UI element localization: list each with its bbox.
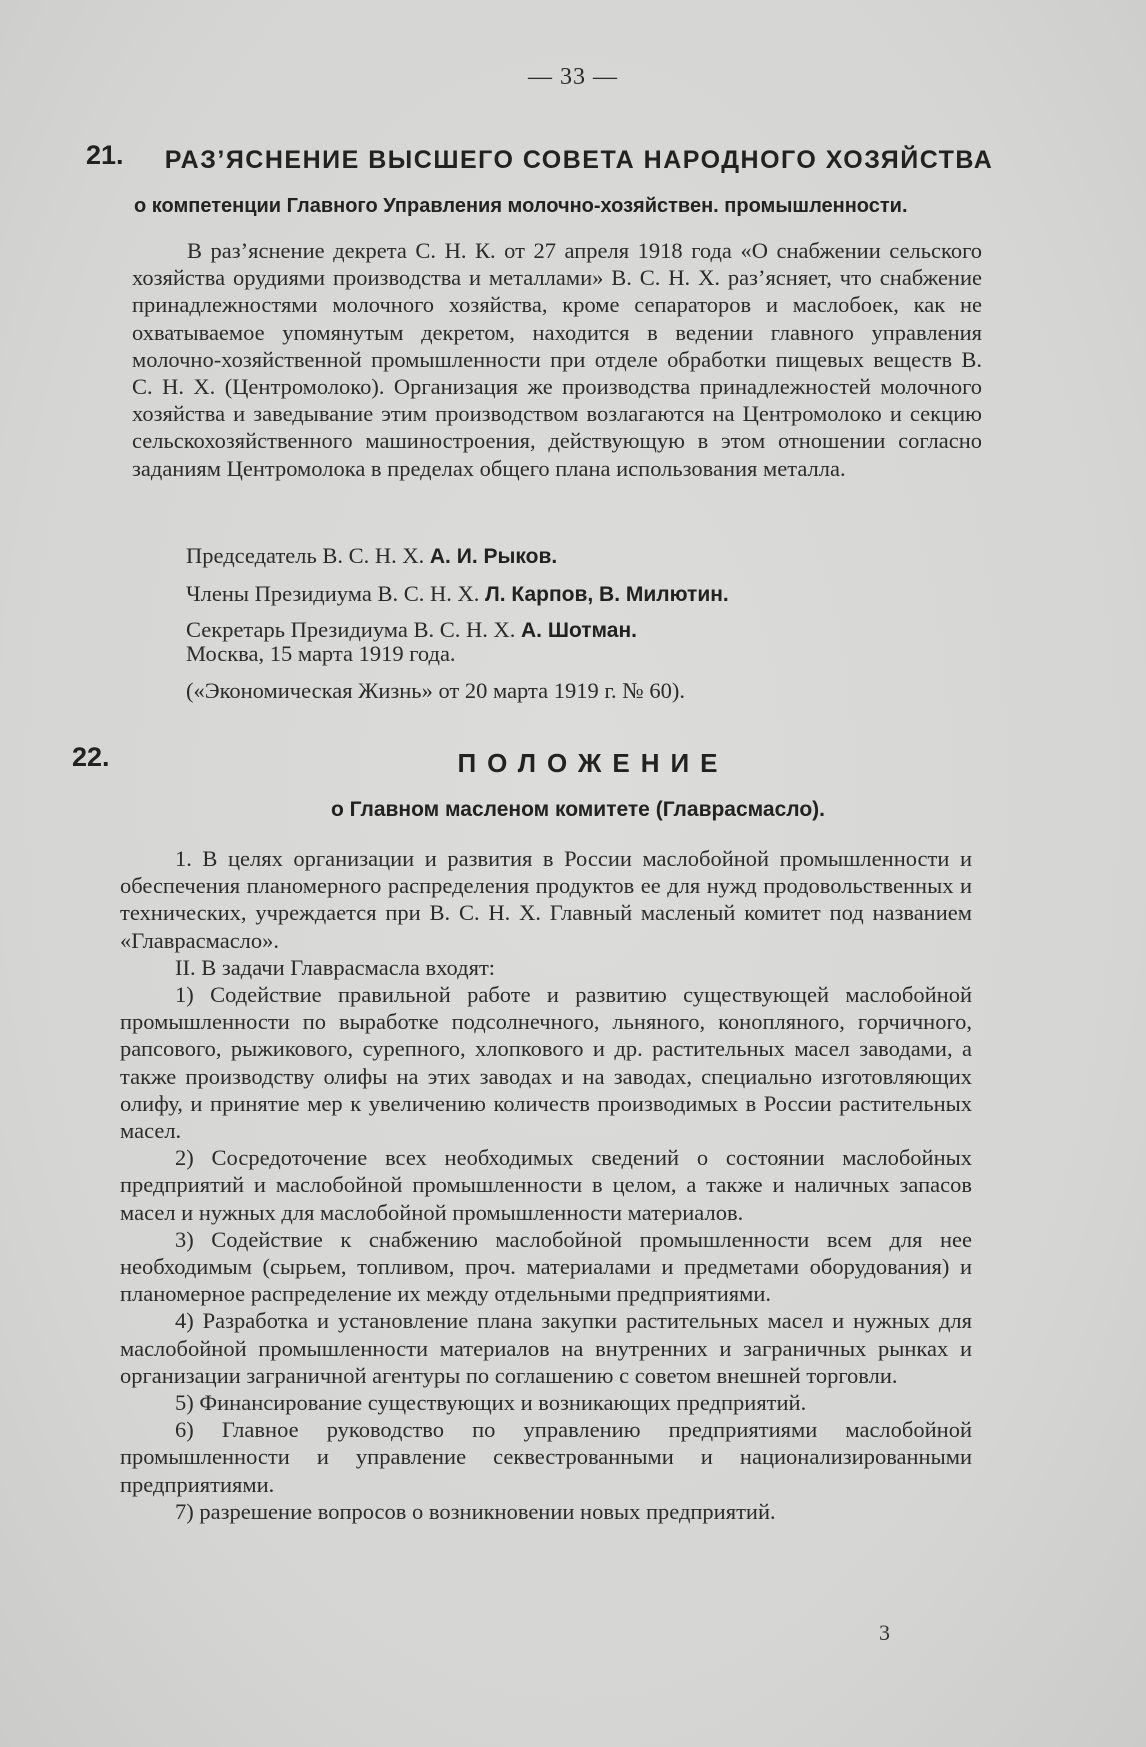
source-citation: («Экономическая Жизнь» от 20 марта 1919 г. № 60). — [186, 678, 685, 703]
section-22-number: 22. — [72, 742, 110, 772]
clause-paragraph: 4) Разработка и установление плана закупки растительных масел и нужных для маслобойной промышленности материалов на внутренних и заграничных рынках и организации заграничной агентуры по соглашению с советом внешней торговли. — [120, 1308, 972, 1388]
signature-mark: 3 — [879, 1620, 890, 1645]
clause-paragraph: 7) разрешение вопросов о возникновении новых предприятий. — [175, 1498, 776, 1524]
signature-name: Л. Карпов, В. Милютин. — [484, 583, 729, 606]
place-date: Москва, 15 марта 1919 года. — [186, 641, 456, 666]
signature-name: А. И. Рыков. — [429, 545, 558, 568]
clause-paragraph: 1. В целях организации и развития в России маслобойной промышленности и обеспечения планомерного распределения продуктов ее для нужд продовольственных и технических, учреждается при В. С. Н. Х. Главный масленый комитет под названием «Главрасмасло». — [120, 846, 972, 953]
section-21-number: 21. — [86, 140, 124, 170]
section-21-paragraph: В раз’яснение декрета С. Н. К. от 27 апреля 1918 года «О снабжении сельского хозяйства орудиями производства и металлами» В. С. Н. Х. раз’ясняет, что снабжение принадлежностями молочного хозяйства, кроме сепараторов и маслобоек, как не охватываемое упомянутым декретом, находится в ведении главного управления молочно-хозяйственной промышленности при отделе обработки пищевых веществ В. С. Н. Х. (Центромолоко). Организация же производства принадлежностей молочного хозяйства и заведывание этим производством возлагаются на Центромолоко и секцию сельскохозяйственного машиностроения, действующую в этом отношении согласно заданиям Центромолока в пределах общего плана использования металла. — [132, 238, 982, 481]
signature-secretary — [186, 617, 637, 643]
section-22-subtitle: о Главном масленом комитете (Главрасмасло). — [330, 798, 826, 821]
clause-paragraph: 5) Финансирование существующих и возникающих предприятий. — [175, 1390, 807, 1416]
section-22-body — [120, 845, 972, 1525]
clause-paragraph: 3) Содействие к снабжению маслобойной промышленности всем для нее необходимым (сырьем, топливом, проч. материалами и предметами оборудования) и планомерное распределение их между отдельными предприятиями. — [120, 1226, 972, 1307]
section-22-title: ПОЛОЖЕНИЕ — [457, 748, 729, 778]
clause-paragraph: 6) Главное руководство по управлению предприятиями маслобойной промышленности и управление секвестрованными и национализированными предприятиями. — [120, 1417, 972, 1497]
signature-role: Председатель В. С. Н. Х. — [186, 543, 425, 568]
signature-role: Секретарь Президиума В. С. Н. Х. — [186, 617, 516, 642]
signature-members — [186, 581, 729, 607]
signature-name: А. Шотман. — [521, 619, 637, 642]
section-21-body — [132, 237, 982, 482]
clause-paragraph: 2) Сосредоточение всех необходимых сведений о состоянии маслобойных предприятий и маслобойной промышленности в целом, а также и наличных запасов масел и нужных для маслобойной промышленности материалов. — [120, 1145, 972, 1225]
signature-chairman — [186, 543, 557, 569]
section-21-title: РАЗ’ЯСНЕНИЕ ВЫСШЕГО СОВЕТА НАРОДНОГО ХОЗЯЙСТВА — [164, 146, 994, 174]
signature-role: Члены Президиума В. С. Н. Х. — [186, 581, 480, 606]
page-number: — 33 — — [528, 64, 618, 90]
section-21-subtitle: о компетенции Главного Управления молочно-хозяйствен. промышленности. — [134, 195, 908, 217]
clause-paragraph: II. В задачи Главрасмасла входят: — [175, 954, 496, 980]
clause-paragraph: 1) Содействие правильной работе и развитию существующей маслобойной промышленности по выработке подсолнечного, льняного, конопляного, горчичного, рапсового, рыжикового, сурепного, хлопкового и др. растительных масел заводами, а также производству олифы на этих заводах и на заводах, специально изготовляющих олифу, и принятие мер к увеличению количеств производимых в России растительных масел. — [120, 982, 972, 1144]
